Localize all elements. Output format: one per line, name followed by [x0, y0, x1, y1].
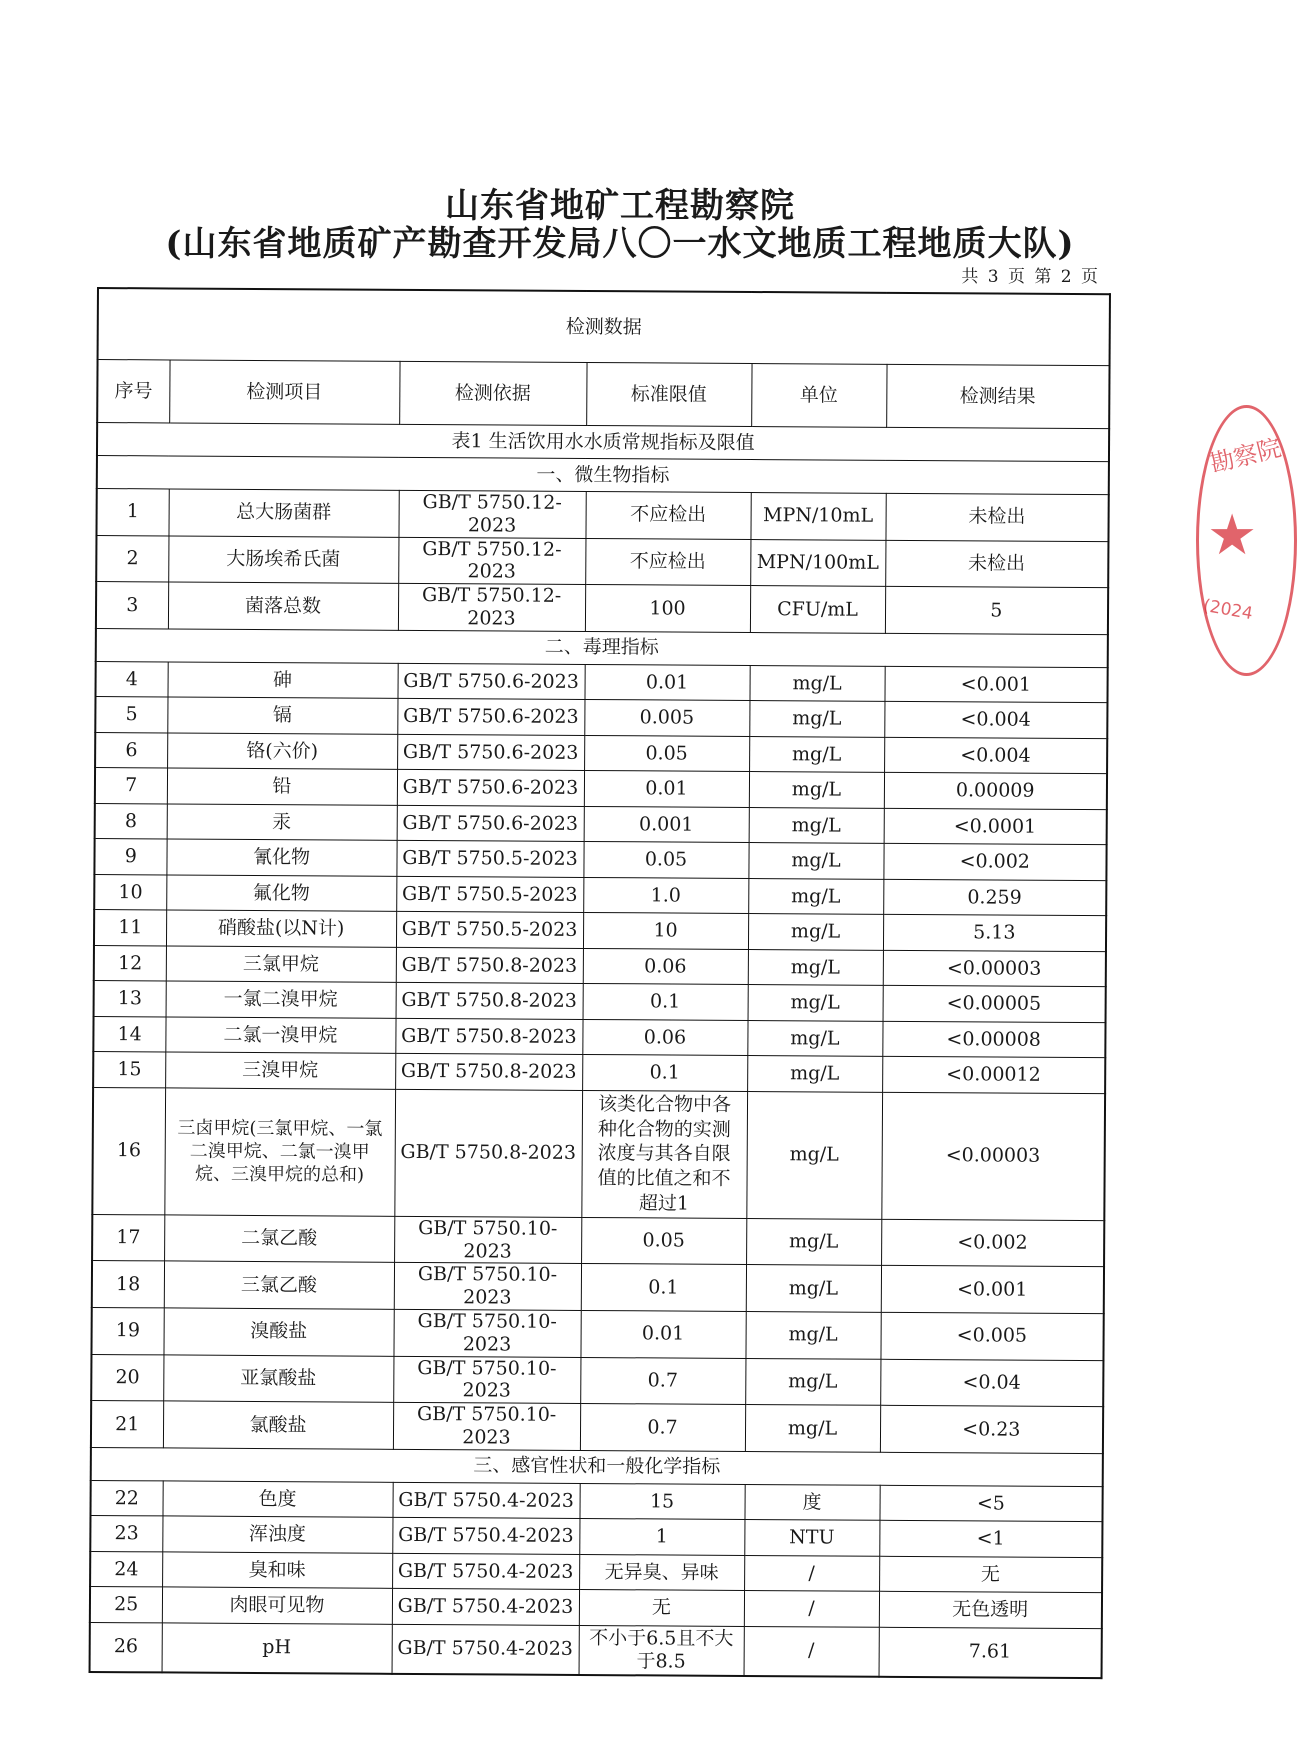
row-unit: mg/L [748, 985, 883, 1021]
row-result: <0.004 [884, 737, 1107, 774]
row-result: 0.259 [883, 879, 1106, 916]
row-unit: mg/L [749, 772, 884, 808]
table-row [90, 1622, 1102, 1678]
org-subtitle: (山东省地质矿产勘查开发局八〇一水文地质工程地质大队) [165, 224, 1075, 264]
row-no: 20 [91, 1354, 163, 1401]
row-item: 氟化物 [166, 875, 396, 912]
table-row [95, 661, 1107, 703]
row-unit: mg/L [748, 878, 883, 914]
row-limit: 不应检出 [585, 491, 750, 539]
stamp-text: 勘察院 [1207, 433, 1284, 479]
row-basis: GB/T 5750.10-2023 [394, 1216, 581, 1264]
row-result: <0.0001 [884, 808, 1107, 845]
row-no: 16 [92, 1087, 165, 1214]
row-no: 2 [96, 535, 168, 582]
row-no: 21 [91, 1401, 163, 1448]
row-unit: MPN/10mL [750, 492, 885, 539]
table-row [93, 1052, 1105, 1094]
row-basis: GB/T 5750.4-2023 [392, 1482, 579, 1519]
row-basis: GB/T 5750.8-2023 [394, 1089, 582, 1217]
row-limit: 0.1 [581, 1264, 746, 1312]
row-basis: GB/T 5750.10-2023 [394, 1263, 581, 1311]
row-no: 17 [92, 1214, 164, 1261]
row-result: <0.002 [881, 1219, 1104, 1267]
row-basis: GB/T 5750.8-2023 [395, 1018, 582, 1055]
row-basis: GB/T 5750.4-2023 [392, 1553, 579, 1590]
row-result: <0.04 [880, 1359, 1103, 1407]
row-no: 19 [91, 1307, 163, 1354]
row-item: 二氯一溴甲烷 [165, 1017, 395, 1054]
row-result: 0.00009 [884, 773, 1107, 810]
row-basis: GB/T 5750.5-2023 [396, 841, 583, 878]
table-row [92, 1214, 1104, 1267]
row-basis: GB/T 5750.6-2023 [397, 805, 584, 842]
section-title: 三、感官性状和一般化学指标 [91, 1447, 1103, 1486]
row-unit: / [744, 1626, 879, 1676]
row-result: <0.002 [883, 844, 1106, 881]
row-unit: 度 [744, 1484, 879, 1520]
row-basis: GB/T 5750.12-2023 [398, 490, 585, 538]
row-limit: 0.1 [583, 984, 748, 1021]
row-result: <0.00003 [883, 950, 1106, 987]
test-data-table [89, 287, 1111, 1679]
row-limit: 不小于6.5且不大于8.5 [579, 1625, 744, 1676]
row-no: 1 [96, 489, 168, 536]
row-unit: MPN/100mL [750, 539, 885, 586]
table-row [91, 1401, 1103, 1454]
row-no: 22 [90, 1480, 162, 1516]
row-unit: / [744, 1591, 879, 1627]
row-limit: 0.1 [582, 1055, 747, 1092]
row-item: 菌落总数 [168, 582, 398, 630]
table-row [95, 732, 1107, 774]
row-no: 4 [95, 661, 167, 697]
row-item: 硝酸盐(以N计) [166, 910, 396, 947]
table-row [95, 768, 1107, 810]
row-basis: GB/T 5750.6-2023 [397, 663, 584, 700]
official-stamp [1196, 405, 1297, 676]
row-limit: 不应检出 [585, 538, 750, 586]
row-item: 三氯乙酸 [164, 1261, 394, 1309]
star-icon: ★ [1207, 503, 1258, 568]
row-item: 铬(六价) [167, 733, 397, 770]
row-item: 总大肠菌群 [168, 489, 398, 537]
row-result: 5 [885, 587, 1108, 635]
row-no: 25 [90, 1587, 162, 1623]
row-basis: GB/T 5750.10-2023 [393, 1356, 580, 1404]
col-header-unit: 单位 [751, 363, 886, 427]
row-item: 一氯二溴甲烷 [166, 981, 396, 1018]
table-row [92, 1261, 1104, 1314]
row-result: <0.004 [884, 702, 1107, 739]
org-title: 山东省地矿工程勘察院 [445, 186, 795, 226]
row-item: 浑浊度 [162, 1516, 392, 1553]
row-unit: mg/L [748, 843, 883, 879]
row-item: 三卤甲烷(三氯甲烷、一氯二溴甲烷、二氯一溴甲烷、三溴甲烷的总和) [164, 1088, 395, 1216]
row-basis: GB/T 5750.10-2023 [393, 1309, 580, 1357]
row-result: 未检出 [885, 540, 1108, 588]
table-row [96, 535, 1108, 588]
row-limit: 0.7 [580, 1357, 745, 1405]
row-item: 臭和味 [162, 1552, 392, 1589]
table-row [94, 874, 1106, 916]
row-limit: 0.01 [584, 771, 749, 808]
row-result: 无 [879, 1556, 1102, 1593]
row-item: 肉眼可见物 [162, 1587, 392, 1624]
row-limit: 0.05 [581, 1217, 746, 1265]
row-no: 14 [93, 1016, 165, 1052]
row-no: 13 [94, 981, 166, 1017]
row-limit: 15 [579, 1483, 744, 1520]
row-no: 5 [95, 697, 167, 733]
row-result: <0.005 [880, 1312, 1103, 1360]
row-result: <0.00005 [883, 986, 1106, 1023]
row-unit: mg/L [745, 1405, 880, 1452]
row-item: 汞 [167, 804, 397, 841]
row-basis: GB/T 5750.4-2023 [392, 1589, 579, 1626]
row-unit: mg/L [749, 665, 884, 701]
row-result: <1 [879, 1521, 1102, 1558]
row-no: 11 [94, 910, 166, 946]
table-row [91, 1354, 1103, 1407]
row-no: 18 [92, 1261, 164, 1308]
table-row [90, 1516, 1102, 1558]
row-no: 12 [94, 945, 166, 981]
row-unit: mg/L [749, 807, 884, 843]
row-result: <5 [879, 1485, 1102, 1522]
row-no: 10 [94, 874, 166, 910]
row-item: 铅 [167, 768, 397, 805]
row-result: <0.00012 [882, 1057, 1105, 1094]
row-basis: GB/T 5750.10-2023 [393, 1402, 580, 1450]
row-limit: 0.001 [584, 806, 749, 843]
row-item: 三氯甲烷 [166, 946, 396, 983]
row-no: 15 [93, 1052, 165, 1088]
col-header-no: 序号 [97, 360, 169, 423]
row-result: 5.13 [883, 915, 1106, 952]
row-unit: mg/L [748, 914, 883, 950]
row-basis: GB/T 5750.8-2023 [396, 947, 583, 984]
table-row [92, 1087, 1105, 1220]
table-row [91, 1307, 1103, 1360]
caption-row [98, 288, 1110, 366]
row-unit: mg/L [748, 949, 883, 985]
row-result: 无色透明 [879, 1592, 1102, 1629]
row-no: 26 [90, 1622, 162, 1672]
row-limit: 无异臭、异味 [579, 1554, 744, 1591]
row-limit: 0.01 [580, 1310, 745, 1358]
row-item: 氰化物 [166, 839, 396, 876]
table-title: 表1 生活饮用水水质常规指标及限值 [97, 423, 1109, 462]
row-basis: GB/T 5750.4-2023 [392, 1518, 579, 1555]
col-header-basis: 检测依据 [399, 361, 586, 425]
row-basis: GB/T 5750.12-2023 [398, 537, 585, 585]
row-limit: 0.06 [583, 948, 748, 985]
row-limit: 0.05 [584, 735, 749, 772]
row-result: 7.61 [879, 1627, 1102, 1678]
row-unit: mg/L [747, 1056, 882, 1092]
row-unit: mg/L [746, 1265, 881, 1312]
section-title: 二、毒理指标 [96, 628, 1108, 667]
row-limit: 该类化合物中各种化合物的实测浓度与其各自限值的比值之和不超过1 [581, 1090, 747, 1218]
row-basis: GB/T 5750.8-2023 [396, 983, 583, 1020]
row-basis: GB/T 5750.5-2023 [396, 912, 583, 949]
col-header-item: 检测项目 [169, 360, 399, 424]
row-limit: 无 [579, 1590, 744, 1627]
row-result: <0.001 [881, 1266, 1104, 1314]
col-header-limit: 标准限值 [586, 362, 751, 426]
col-header-result: 检测结果 [886, 364, 1109, 428]
row-basis: GB/T 5750.4-2023 [392, 1624, 579, 1675]
row-item: 氯酸盐 [163, 1401, 393, 1449]
row-basis: GB/T 5750.8-2023 [395, 1054, 582, 1091]
page-info: 共 3 页 第 2 页 [961, 267, 1100, 287]
table-caption: 检测数据 [98, 288, 1110, 366]
row-result: <0.00003 [881, 1092, 1105, 1220]
table-row [90, 1551, 1102, 1593]
row-no: 3 [96, 582, 168, 629]
row-unit: mg/L [749, 736, 884, 772]
row-item: pH [162, 1623, 392, 1674]
table-row [96, 489, 1108, 542]
row-result: 未检出 [885, 493, 1108, 541]
row-unit: NTU [744, 1520, 879, 1556]
row-basis: GB/T 5750.6-2023 [397, 770, 584, 807]
row-unit: mg/L [746, 1091, 882, 1219]
row-limit: 1.0 [583, 877, 748, 914]
row-unit: mg/L [747, 1020, 882, 1056]
row-item: 镉 [167, 697, 397, 734]
row-item: 溴酸盐 [163, 1308, 393, 1356]
row-limit: 100 [585, 585, 750, 633]
row-item: 大肠埃希氏菌 [168, 536, 398, 584]
row-item: 色度 [162, 1481, 392, 1518]
row-result: <0.23 [880, 1405, 1103, 1453]
row-no: 24 [90, 1551, 162, 1587]
row-basis: GB/T 5750.6-2023 [397, 734, 584, 771]
row-result: <0.00008 [882, 1021, 1105, 1058]
row-item: 砷 [167, 662, 397, 699]
row-unit: mg/L [745, 1358, 880, 1405]
table-row [95, 697, 1107, 739]
table-row [90, 1587, 1102, 1629]
table-row [95, 803, 1107, 845]
row-limit: 0.05 [583, 842, 748, 879]
row-result: <0.001 [884, 666, 1107, 703]
row-unit: CFU/mL [750, 586, 885, 633]
table-row [90, 1480, 1102, 1522]
row-limit: 0.06 [582, 1019, 747, 1056]
row-no: 8 [95, 803, 167, 839]
row-unit: mg/L [749, 701, 884, 737]
row-no: 6 [95, 732, 167, 768]
row-unit: / [744, 1555, 879, 1591]
row-limit: 1 [579, 1519, 744, 1556]
row-unit: mg/L [745, 1311, 880, 1358]
row-no: 9 [94, 839, 166, 875]
row-basis: GB/T 5750.5-2023 [396, 876, 583, 913]
row-no: 7 [95, 768, 167, 804]
row-limit: 0.7 [580, 1404, 745, 1452]
row-item: 三溴甲烷 [165, 1052, 395, 1089]
table-row [94, 839, 1106, 881]
header-row [97, 360, 1109, 429]
section-title: 一、微生物指标 [97, 456, 1109, 495]
row-limit: 0.01 [584, 664, 749, 701]
row-item: 二氯乙酸 [164, 1215, 394, 1263]
stamp-date: (2024 [1201, 595, 1255, 625]
row-item: 亚氯酸盐 [163, 1354, 393, 1402]
row-unit: mg/L [746, 1218, 881, 1265]
row-no: 23 [90, 1516, 162, 1552]
row-limit: 10 [583, 913, 748, 950]
table-row [96, 582, 1108, 635]
row-limit: 0.005 [584, 700, 749, 737]
row-basis: GB/T 5750.6-2023 [397, 699, 584, 736]
row-basis: GB/T 5750.12-2023 [398, 584, 585, 632]
